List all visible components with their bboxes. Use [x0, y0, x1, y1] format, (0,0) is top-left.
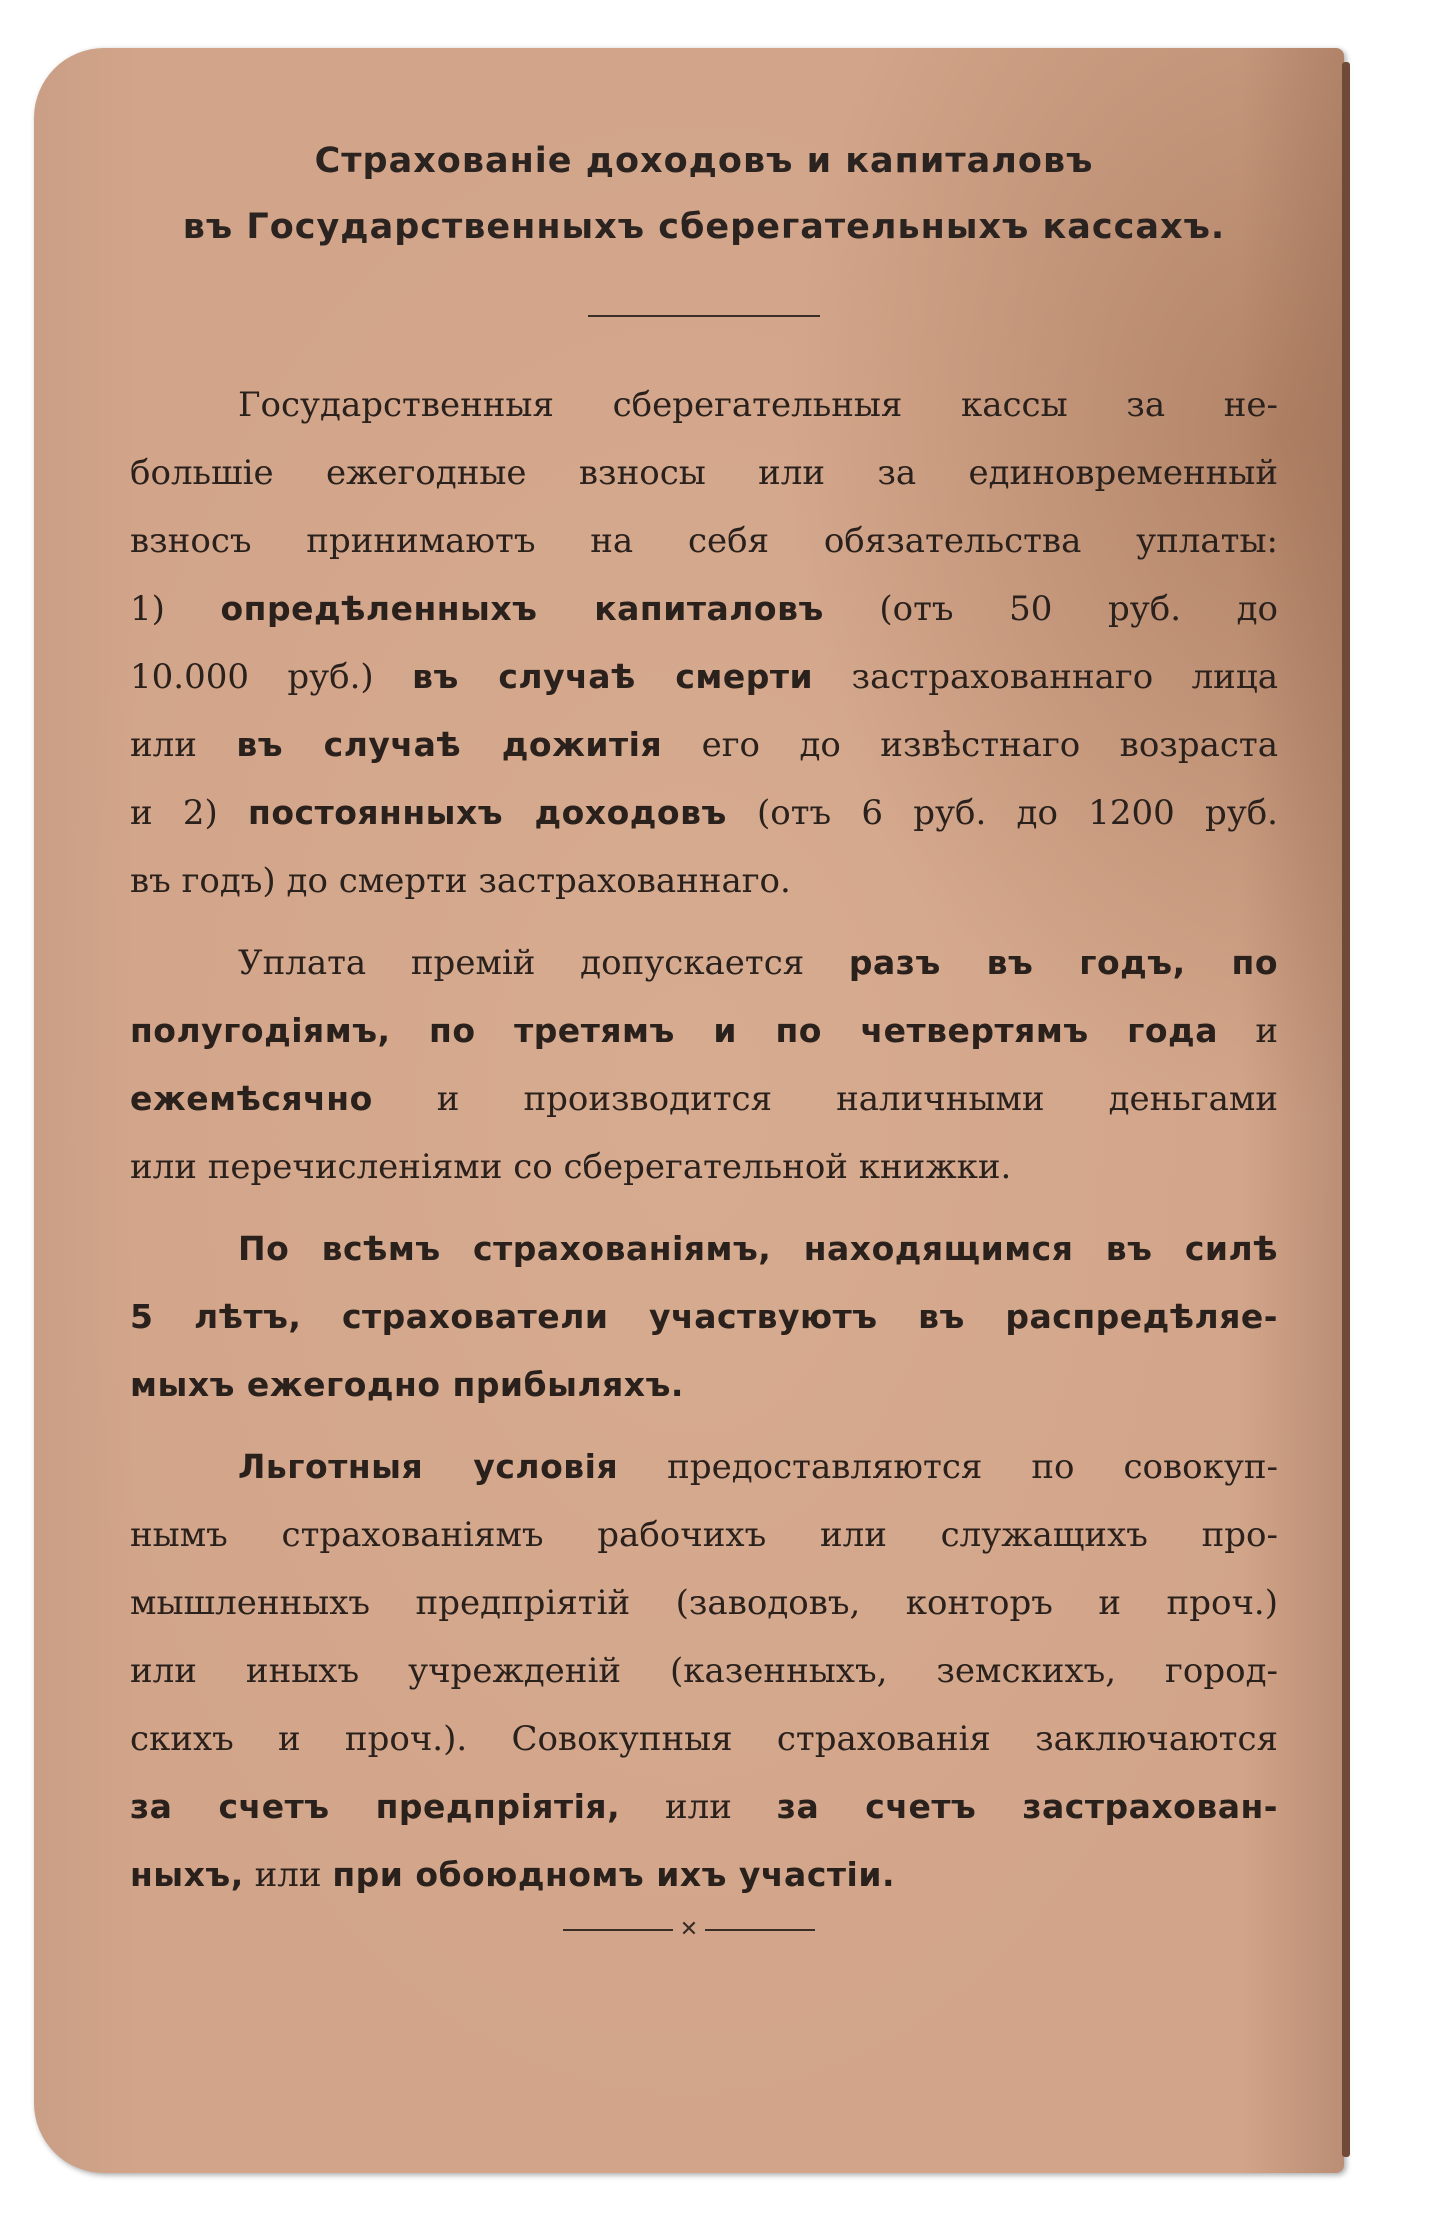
- text-segment: застрахованнаго лица: [813, 657, 1278, 697]
- text-line: [130, 1351, 1278, 1419]
- text-line: [130, 929, 1278, 997]
- bold-segment: за счетъ застрахован-: [776, 1787, 1278, 1826]
- bold-segment: въ случаѣ смерти: [412, 657, 814, 696]
- text-segment: въ годъ) до смерти застрахованнаго.: [130, 861, 791, 901]
- bold-segment: при обоюдномъ ихъ участіи.: [332, 1855, 895, 1894]
- bold-segment: опредѣленныхъ капиталовъ: [220, 589, 824, 628]
- text-segment: или перечисленіями со сберегательной книжки.: [130, 1147, 1012, 1187]
- text-line: [130, 371, 1278, 439]
- bold-segment: 5 лѣтъ, страхователи участвуютъ въ распредѣляе-: [130, 1297, 1278, 1336]
- text-segment: мышленныхъ предпріятій (заводовъ, конторъ и проч.): [130, 1583, 1278, 1623]
- text-segment: Уплата премій допускается: [238, 943, 849, 983]
- text-line: [130, 1773, 1278, 1841]
- paragraph-4: [130, 1433, 1278, 1909]
- text-segment: и производится наличными деньгами: [372, 1079, 1278, 1119]
- bold-segment: полугодіямъ, по третямъ и по четвертямъ года: [130, 1011, 1218, 1050]
- text-segment: или: [243, 1855, 333, 1895]
- bold-segment: ныхъ,: [130, 1855, 244, 1894]
- text-segment: предоставляются по совокуп-: [618, 1447, 1278, 1487]
- text-segment: (отъ 6 руб. до 1200 руб.: [726, 793, 1278, 833]
- text-segment: взносъ принимаютъ на себя обязательства уплаты:: [130, 521, 1278, 561]
- text-line: [130, 779, 1278, 847]
- text-line: [130, 1637, 1278, 1705]
- text-segment: нымъ страхованіямъ рабочихъ или служащихъ про-: [130, 1515, 1278, 1555]
- text-segment: или иныхъ учрежденій (казенныхъ, земскихъ, город-: [130, 1651, 1278, 1691]
- title-divider: [588, 315, 820, 317]
- text-line: [130, 1841, 1278, 1909]
- text-segment: скихъ и проч.). Совокупныя страхованія заключаются: [130, 1719, 1278, 1759]
- ornament-line-right: [705, 1929, 815, 1931]
- text-segment: 10.000 руб.): [130, 657, 413, 697]
- text-line: [130, 1283, 1278, 1351]
- paragraph-3: [130, 1215, 1278, 1419]
- paragraph-1: [130, 371, 1278, 915]
- text-line: [130, 711, 1278, 779]
- text-segment: и 2): [130, 793, 249, 833]
- title-line-2: въ Государственныхъ сберегательныхъ кассахъ.: [182, 207, 1226, 247]
- text-segment: или: [130, 725, 237, 765]
- bold-segment: за счетъ предпріятія,: [130, 1787, 621, 1826]
- text-line: [130, 575, 1278, 643]
- text-segment: Государственныя сберегательныя кассы за не-: [238, 385, 1278, 425]
- text-line: [130, 643, 1278, 711]
- bold-segment: Льготныя условія: [238, 1447, 619, 1486]
- text-segment: и: [1217, 1011, 1278, 1051]
- bold-segment: разъ въ годъ, по: [848, 943, 1278, 982]
- page-title: [130, 128, 1278, 260]
- text-segment: (отъ 50 руб. до: [823, 589, 1278, 629]
- text-segment: 1): [130, 589, 221, 629]
- ornament-glyph: ✕: [679, 1917, 699, 1942]
- text-line: [130, 1065, 1278, 1133]
- text-segment: или: [620, 1787, 777, 1827]
- bold-segment: мыхъ ежегодно прибыляхъ.: [130, 1365, 684, 1404]
- text-line: [130, 1133, 1278, 1201]
- page-edge: [1342, 62, 1350, 2157]
- text-line: [130, 847, 1278, 915]
- text-segment: большіе ежегодные взносы или за единовременный: [130, 453, 1278, 493]
- bold-segment: По всѣмъ страхованіямъ, находящимся въ силѣ: [238, 1229, 1278, 1268]
- text-line: [130, 1215, 1278, 1283]
- text-line: [130, 439, 1278, 507]
- title-line-1: Страхованіе доходовъ и капиталовъ: [314, 141, 1094, 181]
- text-line: [130, 997, 1278, 1065]
- text-line: [130, 1501, 1278, 1569]
- document-page: [34, 48, 1344, 2173]
- paragraph-2: [130, 929, 1278, 1201]
- bold-segment: постоянныхъ доходовъ: [248, 793, 727, 832]
- text-line: [130, 1705, 1278, 1773]
- body-text: [130, 371, 1278, 1909]
- ornament-line-left: [563, 1929, 673, 1931]
- text-segment: его до извѣстнаго возраста: [662, 725, 1278, 765]
- text-line: [130, 1433, 1278, 1501]
- text-column: [130, 128, 1278, 1923]
- text-line: [130, 507, 1278, 575]
- bold-segment: въ случаѣ дожитія: [236, 725, 663, 764]
- end-ornament: [34, 1917, 1344, 1942]
- bold-segment: ежемѣсячно: [130, 1079, 373, 1118]
- text-line: [130, 1569, 1278, 1637]
